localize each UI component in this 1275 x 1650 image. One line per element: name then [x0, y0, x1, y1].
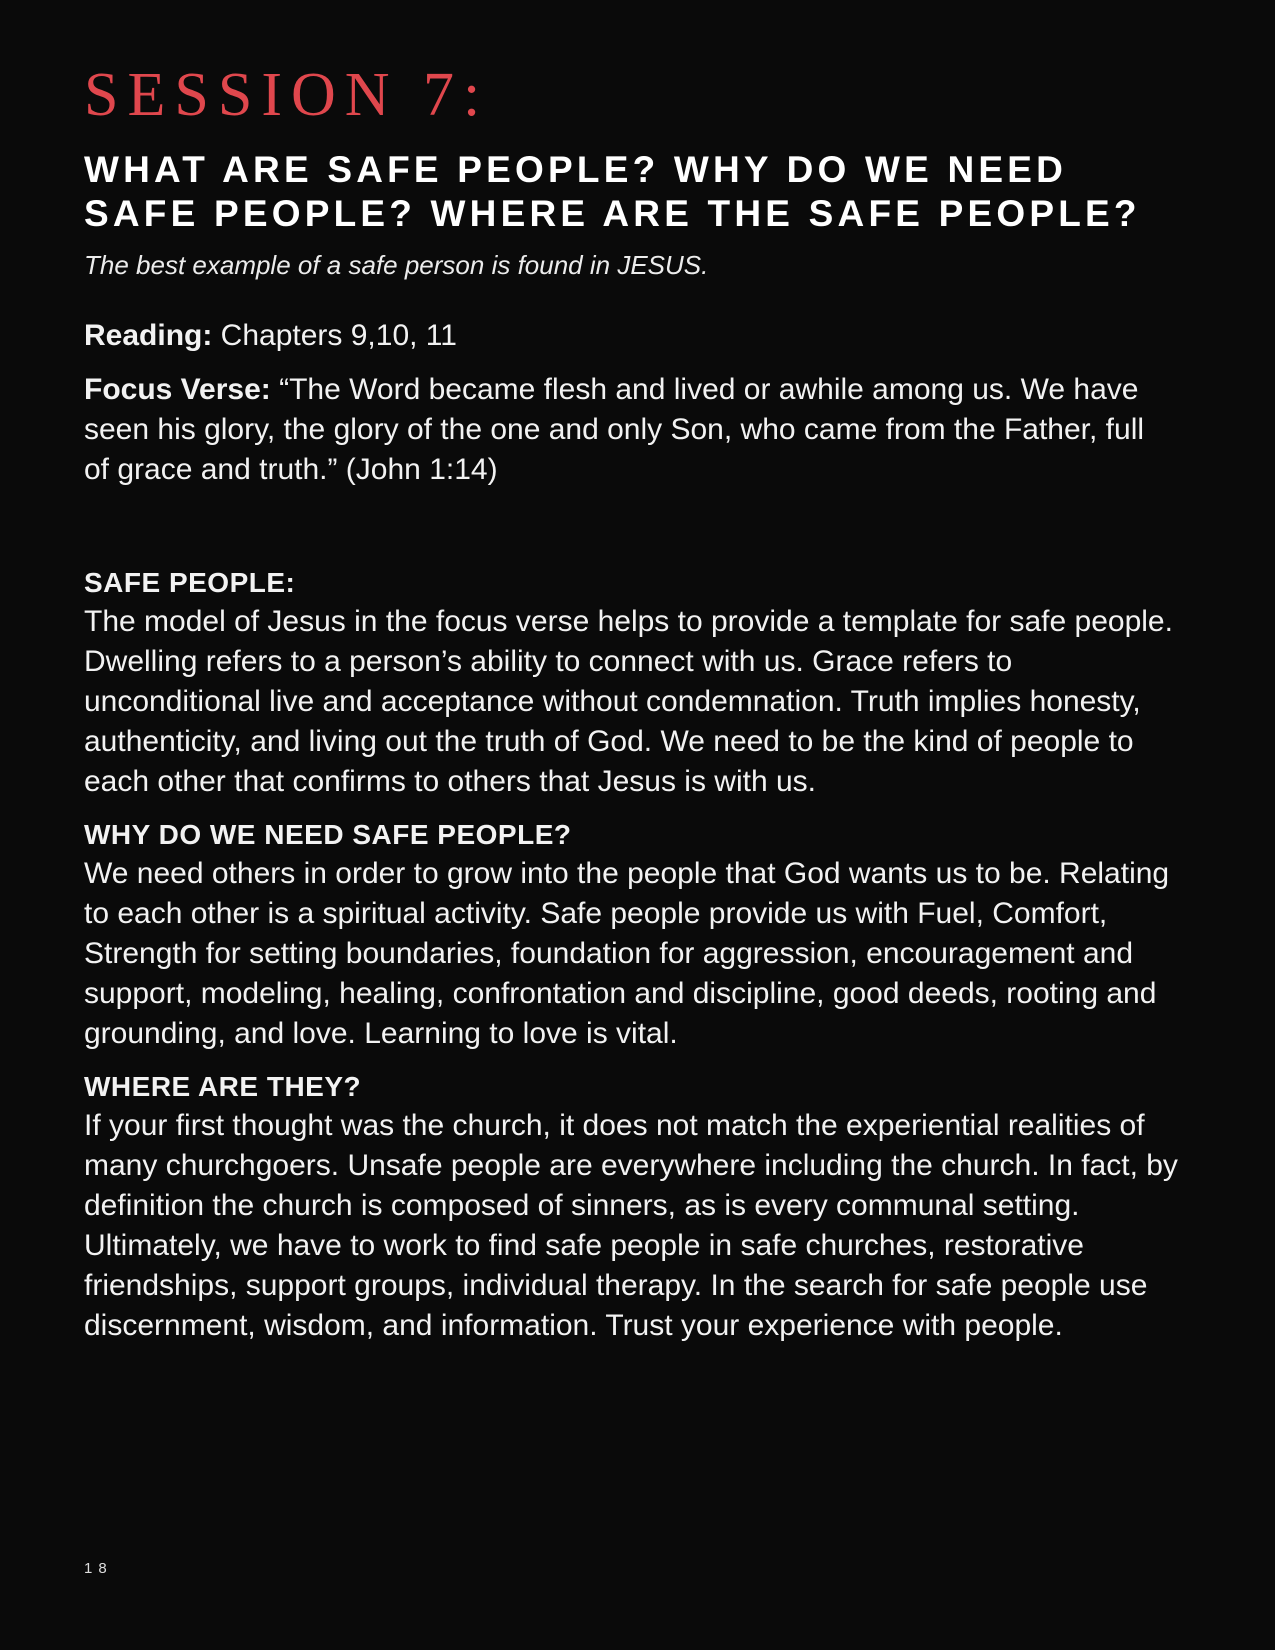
page-number: 18 — [84, 1560, 113, 1577]
section-safe-people — [84, 564, 1184, 802]
focus-verse-text: “The Word became flesh and lived or awhile among us. We have seen his glory, the glory of the one and only Son, who came from the Father, full of grace and truth.” (John 1:14) — [84, 373, 1145, 486]
reading-label: Reading: — [84, 319, 213, 352]
section-why-need — [84, 816, 1184, 1054]
session-heading-line-2: SAFE PEOPLE? WHERE ARE THE SAFE PEOPLE? — [84, 193, 1141, 234]
section-body: If your first thought was the church, it does not match the experiential realities of many churchgoers. Unsafe people are everywhere including the church. In fact, by definition the church is composed of sinners, as is every communal setting. Ultimately, we have to work to find safe people in safe churches, restorative friendships, support groups, individual therapy. In the search for safe people use discernment, wisdom, and information. Trust your experience with people. — [84, 1109, 1178, 1342]
session-page — [84, 61, 1254, 1346]
section-where-are-they — [84, 1068, 1184, 1346]
section-heading: WHY DO WE NEED SAFE PEOPLE? — [84, 819, 572, 850]
section-body: The model of Jesus in the focus verse helps to provide a template for safe people. Dwelling refers to a person’s ability to connect with us. Grace refers to unconditional live and acceptance without condemnation. Truth implies honesty, authenticity, and living out the truth of God. We need to be the kind of people to each other that confirms to others that Jesus is with us. — [84, 605, 1173, 798]
section-heading: SAFE PEOPLE: — [84, 567, 296, 598]
focus-verse — [84, 370, 1174, 490]
focus-verse-label: Focus Verse: — [84, 373, 271, 406]
session-title: SESSION 7: — [84, 61, 490, 129]
section-heading: WHERE ARE THEY? — [84, 1071, 362, 1102]
session-heading — [84, 148, 1254, 236]
session-tagline: The best example of a safe person is found in JESUS. — [84, 250, 709, 280]
section-body: We need others in order to grow into the people that God wants us to be. Relating to each other is a spiritual activity. Safe people provide us with Fuel, Comfort, Strength for setting boundaries, foundation for aggression, encouragement and support, modeling, healing, confrontation and discipline, good deeds, rooting and grounding, and love. Learning to love is vital. — [84, 857, 1170, 1050]
session-heading-line-1: WHAT ARE SAFE PEOPLE? WHY DO WE NEED — [84, 149, 1068, 190]
reading-text: Chapters 9,10, 11 — [212, 319, 457, 352]
reading-line — [84, 316, 1254, 356]
